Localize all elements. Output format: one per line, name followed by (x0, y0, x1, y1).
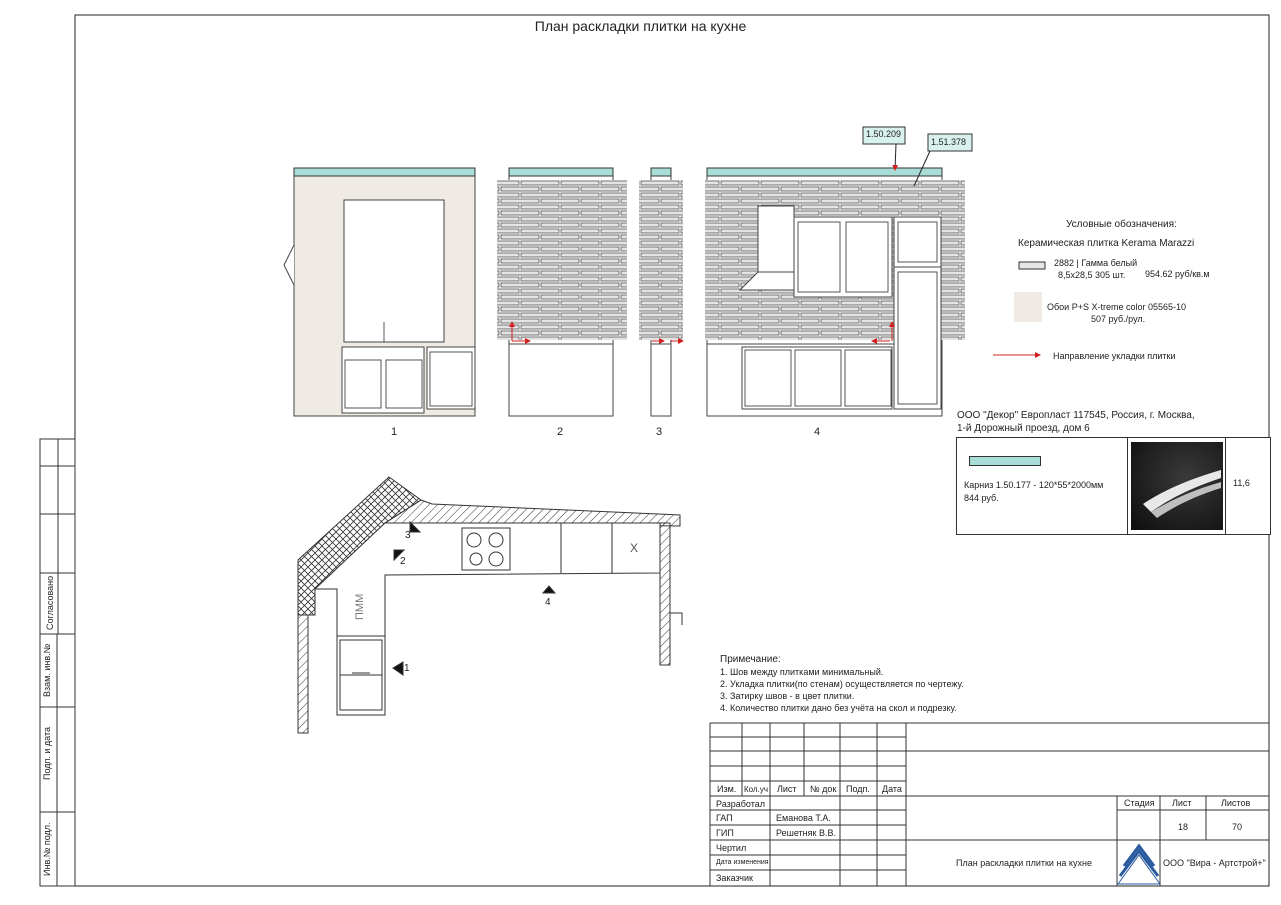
cornice-swatch (969, 456, 1041, 466)
legend-heading: Условные обозначения: (1066, 219, 1177, 230)
tb-role: Заказчик (716, 873, 753, 883)
plan-marker-1: 1 (404, 663, 410, 674)
elevation-label-3: 3 (656, 426, 663, 438)
elevation-label-4: 4 (814, 426, 821, 438)
sink-mark: X (630, 541, 639, 555)
tb-header-list: Лист (777, 784, 797, 794)
supplier-line1: ООО "Декор" Европласт 117545, Россия, г. Москва, (957, 410, 1195, 421)
legend-direction: Направление укладки плитки (1053, 351, 1176, 361)
cornice-size: 11,6 (1233, 478, 1250, 488)
legend-tile-line2: 8,5х28,5 305 шт. (1058, 270, 1126, 280)
supplier-line2: 1-й Дорожный проезд, дом 6 (957, 423, 1090, 434)
note-item: 3. Затирку швов - в цвет плитки. (720, 691, 855, 701)
plan-marker-4: 4 (545, 597, 551, 608)
elevation-2 (497, 168, 627, 416)
elevation-3 (639, 168, 683, 416)
legend-wallpaper-line2: 507 руб./рул. (1091, 314, 1146, 324)
note-item: 2. Укладка плитки(по стенам) осуществляется по чертежу. (720, 679, 964, 689)
tb-header-date: Дата (882, 784, 902, 794)
plan-marker-2: 2 (400, 556, 406, 567)
tb-header-izm: Изм. (717, 784, 737, 794)
cornice-photo (1131, 442, 1223, 530)
side-label-agreed: Согласовано (45, 575, 55, 630)
elevation-label-1: 1 (391, 426, 398, 438)
tb-header-sign: Подп. (846, 784, 870, 794)
elevation-4 (705, 127, 972, 416)
side-label-sign-date: Подп. и дата (42, 726, 52, 780)
legend-tile-price: 954.62 руб/кв.м (1145, 269, 1210, 279)
side-label-ref-no: Взам. инв.№ (42, 643, 52, 697)
cornice-divider-2 (1225, 438, 1226, 534)
tb-sheets-label: Листов (1221, 798, 1251, 808)
tb-role: ГАП (716, 813, 733, 823)
company-logo (1118, 846, 1160, 884)
note-item: 1. Шов между плитками минимальный. (720, 667, 884, 677)
callout-1: 1.50.209 (866, 129, 902, 139)
cornice-card (956, 437, 1271, 535)
dishwasher-label: ПММ (354, 593, 366, 620)
tb-drawing-name: План раскладки плитки на кухне (956, 858, 1092, 868)
tb-role: Чертил (716, 843, 747, 853)
tb-role: ГИП (716, 828, 734, 838)
tb-stage-label: Стадия (1124, 798, 1155, 808)
side-label-inv-no: Инв.№ подл. (42, 822, 52, 876)
tb-name: Решетняк В.В. (776, 828, 836, 838)
callout-2: 1.51.378 (931, 137, 967, 147)
tb-sheet-value: 18 (1178, 822, 1189, 832)
elevation-label-2: 2 (557, 426, 564, 438)
legend-tile-line1: 2882 | Гамма белый (1054, 258, 1138, 268)
legend-wallpaper-line1: Обои P+S X-treme color 05565-10 (1047, 302, 1186, 312)
tb-company: ООО "Вира - Артстрой+" (1163, 858, 1266, 868)
tb-header-doc: № док (810, 784, 837, 794)
cornice-name: Карниз 1.50.177 - 120*55*2000мм (964, 480, 1104, 490)
tb-role: Разработал (716, 799, 765, 809)
note-item: 4. Количество плитки дано без учёта на скол и подрезку. (720, 703, 957, 713)
elevation-1 (284, 168, 475, 416)
plan-marker-3: 3 (405, 530, 411, 541)
tb-name: Еманова Т.А. (776, 813, 831, 823)
tb-role: Дата изменения (716, 859, 769, 866)
page-title: План раскладки плитки на кухне (534, 18, 747, 34)
cornice-divider-1 (1127, 438, 1128, 534)
legend-tile-title: Керамическая плитка Kerama Marazzi (1018, 238, 1195, 249)
tb-sheet-label: Лист (1172, 798, 1192, 808)
notes-heading: Примечание: (720, 654, 781, 665)
cornice-price: 844 руб. (964, 493, 999, 503)
legend-graphics (993, 262, 1045, 355)
cornice-profile-icon (1131, 442, 1223, 530)
tb-header-kolvo: Кол.уч (744, 785, 768, 794)
tb-sheets-value: 70 (1232, 822, 1243, 832)
